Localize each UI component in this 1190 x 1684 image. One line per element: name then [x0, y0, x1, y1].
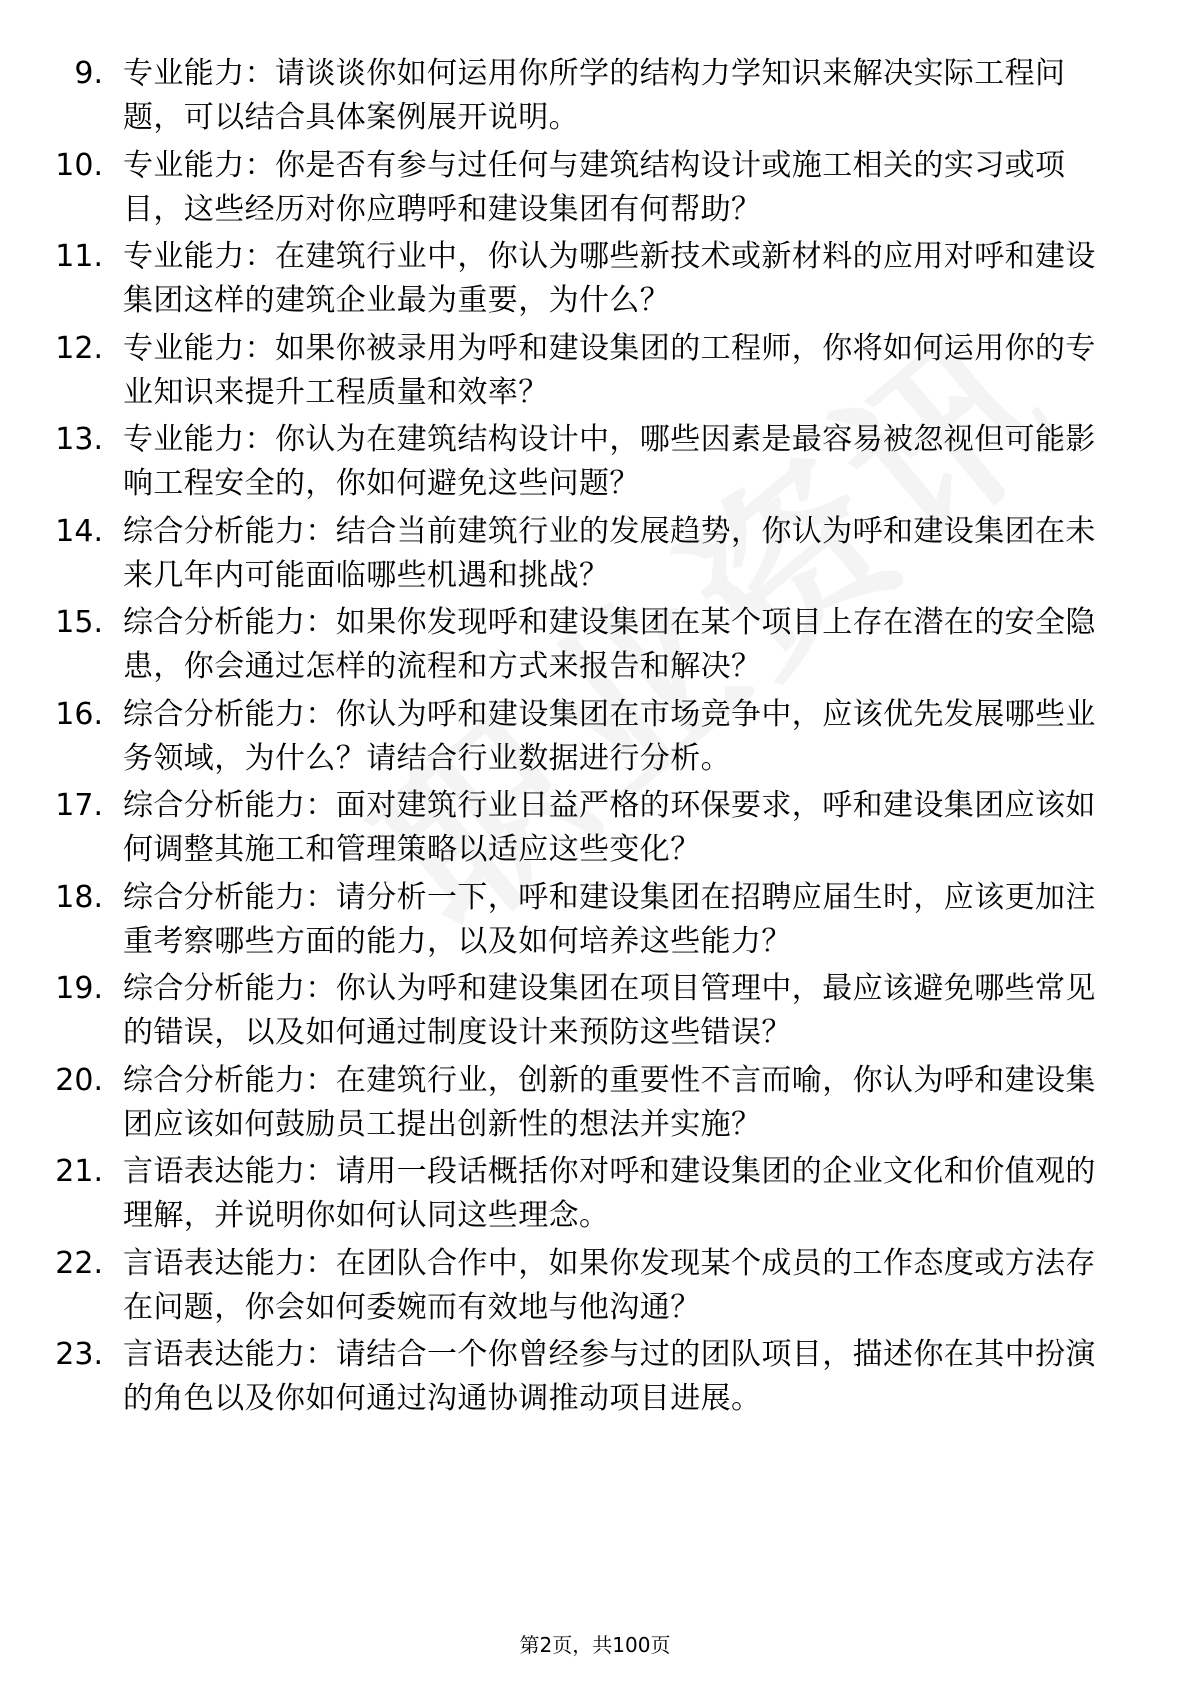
list-item [0, 52, 1190, 144]
question-text: 专业能力：你是否有参与过任何与建筑结构设计或施工相关的实习或项目，这些经历对你应聘呼和建设集团有何帮助？ [123, 147, 1066, 227]
question-number: 22. [55, 1245, 103, 1281]
question-text: 言语表达能力：请结合一个你曾经参与过的团队项目，描述你在其中扮演的角色以及你如何通过沟通协调推动项目进展。 [123, 1337, 1096, 1416]
question-text: 综合分析能力：结合当前建筑行业的发展趋势，你认为呼和建设集团在未来几年内可能面临哪些机遇和挑战？ [123, 513, 1096, 593]
question-text: 综合分析能力：请分析一下，呼和建设集团在招聘应届生时，应该更加注重考察哪些方面的能力，以及如何培养这些能力？ [123, 879, 1096, 959]
question-list [0, 52, 1190, 1425]
question-number: 17. [55, 788, 103, 823]
list-item [0, 144, 1190, 236]
question-number: 14. [55, 513, 103, 549]
question-text: 综合分析能力：面对建筑行业日益严格的环保要求，呼和建设集团应该如何调整其施工和管理策略以适应这些变化？ [123, 788, 1096, 867]
list-item [0, 1150, 1190, 1242]
question-text: 言语表达能力：请用一段话概括你对呼和建设集团的企业文化和价值观的理解，并说明你如何认同这些理念。 [123, 1154, 1096, 1233]
list-item [0, 967, 1190, 1059]
list-item [0, 784, 1190, 876]
question-number: 21. [55, 1154, 103, 1189]
question-text: 综合分析能力：如果你发现呼和建设集团在某个项目上存在潜在的安全隐患，你会通过怎样的流程和方式来报告和解决？ [123, 605, 1096, 684]
list-item [0, 1242, 1190, 1334]
page-number-label: 第2页，共100页 [519, 1633, 671, 1657]
list-item [0, 693, 1190, 785]
question-number: 9. [74, 56, 103, 91]
list-item [0, 510, 1190, 602]
question-number: 20. [55, 1062, 103, 1098]
list-item [0, 418, 1190, 510]
question-text: 综合分析能力：你认为呼和建设集团在市场竞争中，应该优先发展哪些业务领域，为什么？请结合行业数据进行分析。 [123, 696, 1096, 776]
question-text: 专业能力：你认为在建筑结构设计中，哪些因素是最容易被忽视但可能影响工程安全的，你如何避免这些问题？ [123, 422, 1096, 501]
question-number: 18. [55, 879, 103, 915]
list-item [0, 601, 1190, 693]
question-number: 15. [55, 605, 103, 640]
question-number: 11. [55, 239, 103, 274]
question-number: 16. [55, 696, 103, 732]
list-item [0, 1059, 1190, 1151]
question-text: 综合分析能力：在建筑行业，创新的重要性不言而喻，你认为呼和建设集团应该如何鼓励员工提出创新性的想法并实施？ [123, 1062, 1096, 1142]
list-item [0, 876, 1190, 968]
question-number: 12. [55, 330, 103, 366]
question-text: 言语表达能力：在团队合作中，如果你发现某个成员的工作态度或方法存在问题，你会如何委婉而有效地与他沟通？ [123, 1245, 1096, 1325]
list-item [0, 1333, 1190, 1425]
question-number: 10. [55, 147, 103, 183]
question-number: 13. [55, 422, 103, 457]
question-number: 23. [55, 1337, 103, 1372]
question-number: 19. [55, 971, 103, 1006]
list-item [0, 327, 1190, 419]
page-footer [0, 1631, 1190, 1659]
question-text: 专业能力：在建筑行业中，你认为哪些新技术或新材料的应用对呼和建设集团这样的建筑企业最为重要，为什么？ [123, 239, 1096, 318]
question-text: 综合分析能力：你认为呼和建设集团在项目管理中，最应该避免哪些常见的错误，以及如何通过制度设计来预防这些错误？ [123, 971, 1096, 1050]
list-item [0, 235, 1190, 327]
question-text: 专业能力：请谈谈你如何运用你所学的结构力学知识来解决实际工程问题，可以结合具体案例展开说明。 [123, 56, 1066, 135]
question-text: 专业能力：如果你被录用为呼和建设集团的工程师，你将如何运用你的专业知识来提升工程质量和效率？ [123, 330, 1096, 410]
